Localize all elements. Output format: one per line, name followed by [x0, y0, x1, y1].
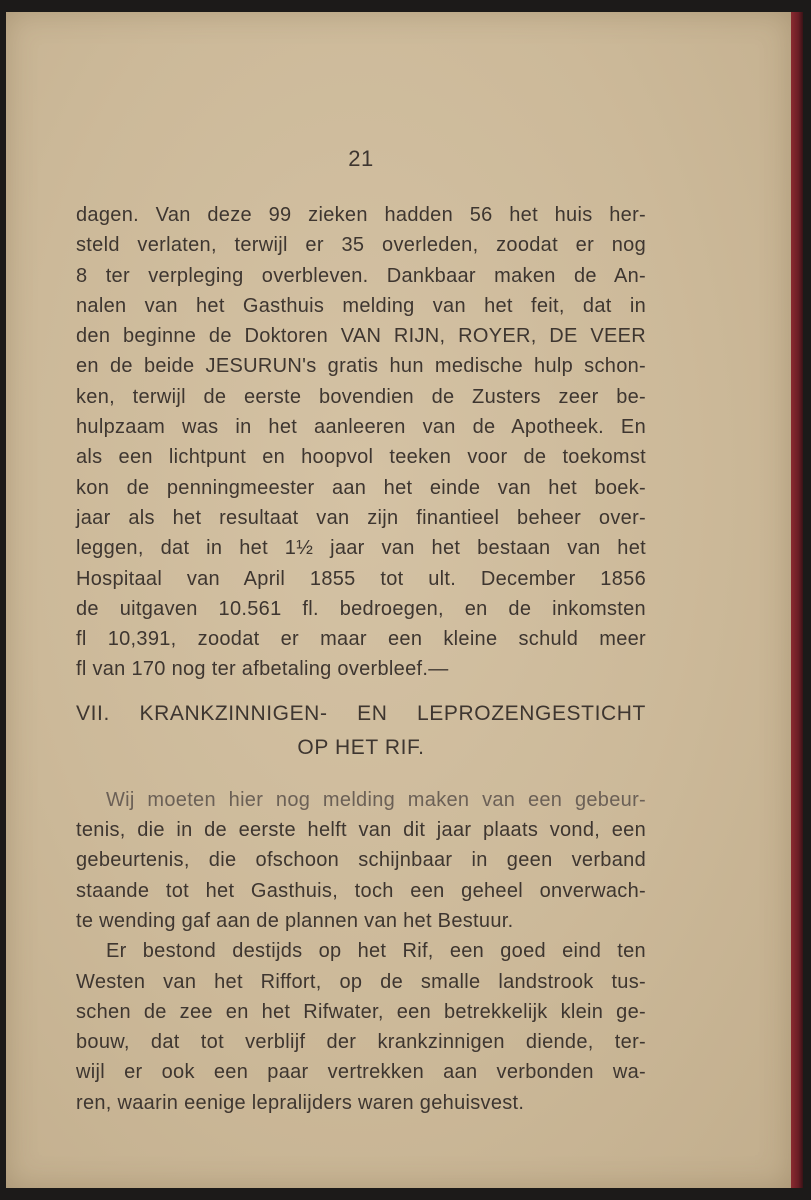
text-line: Hospitaal van April 1855 tot ult. December 1856: [76, 567, 646, 590]
text-line: wijl er ook een paar vertrekken aan verbonden wa-: [76, 1061, 646, 1084]
text-line: tenis, die in de eerste helft van dit jaar plaats vond, een: [76, 819, 646, 842]
text-line: de uitgaven 10.561 fl. bedroegen, en de inkomsten: [76, 597, 646, 620]
text-line: fl van 170 nog ter afbetaling overbleef.—: [76, 658, 449, 681]
text-line: Westen van het Riffort, op de smalle landstrook tus-: [76, 970, 646, 993]
binding-edge: [791, 12, 803, 1188]
text-line: als een lichtpunt en hoopvol teeken voor de toekomst: [76, 446, 646, 469]
paragraph-1: [76, 200, 646, 685]
text-line: nalen van het Gasthuis melding van het feit, dat in: [76, 294, 646, 317]
text-line: jaar als het resultaat van zijn finantieel beheer over-: [76, 506, 646, 529]
text-line: leggen, dat in het 1½ jaar van het bestaan van het: [76, 537, 646, 560]
text-line: fl 10,391, zoodat er maar een kleine schuld meer: [76, 628, 646, 651]
text-line: ken, terwijl de eerste bovendien de Zusters zeer be-: [76, 385, 646, 408]
text-line: gebeurtenis, die ofschoon schijnbaar in geen verband: [76, 849, 646, 872]
text-line: te wending gaf aan de plannen van het Bestuur.: [76, 909, 514, 932]
page-content: [76, 140, 646, 1118]
text-line: den beginne de Doktoren VAN RIJN, ROYER, DE VEER: [76, 325, 646, 348]
section-heading: VII. KRANKZINNIGEN- EN LEPROZENGESTICHT: [76, 701, 646, 725]
text-line: steld verlaten, terwijl er 35 overleden, zoodat er nog: [76, 234, 646, 257]
text-line: en de beide JESURUN's gratis hun medische hulp schon-: [76, 355, 646, 378]
text-line: dagen. Van deze 99 zieken hadden 56 het huis her-: [76, 204, 646, 226]
text-line: bouw, dat tot verblijf der krankzinnigen diende, ter-: [76, 1031, 646, 1054]
text-line: 8 ter verpleging overbleven. Dankbaar maken de An-: [76, 264, 646, 287]
paragraph-2: [76, 785, 646, 936]
text-line: schen de zee en het Rifwater, een betrekkelijk klein ge-: [76, 1000, 646, 1023]
text-line: Er bestond destijds op het Rif, een goed eind ten: [106, 940, 646, 963]
page-number: 21: [348, 146, 374, 171]
section-subheading: OP HET RIF.: [297, 735, 425, 759]
text-line: kon de penningmeester aan het einde van het boek-: [76, 476, 646, 499]
text-line: ren, waarin eenige lepralijders waren gehuisvest.: [76, 1091, 525, 1114]
paragraph-3: [76, 936, 646, 1118]
text-line: Wij moeten hier nog melding maken van een gebeur-: [106, 788, 646, 811]
text-line: staande tot het Gasthuis, toch een geheel onverwach-: [76, 879, 646, 902]
text-line: hulpzaam was in het aanleeren van de Apotheek. En: [76, 416, 646, 439]
